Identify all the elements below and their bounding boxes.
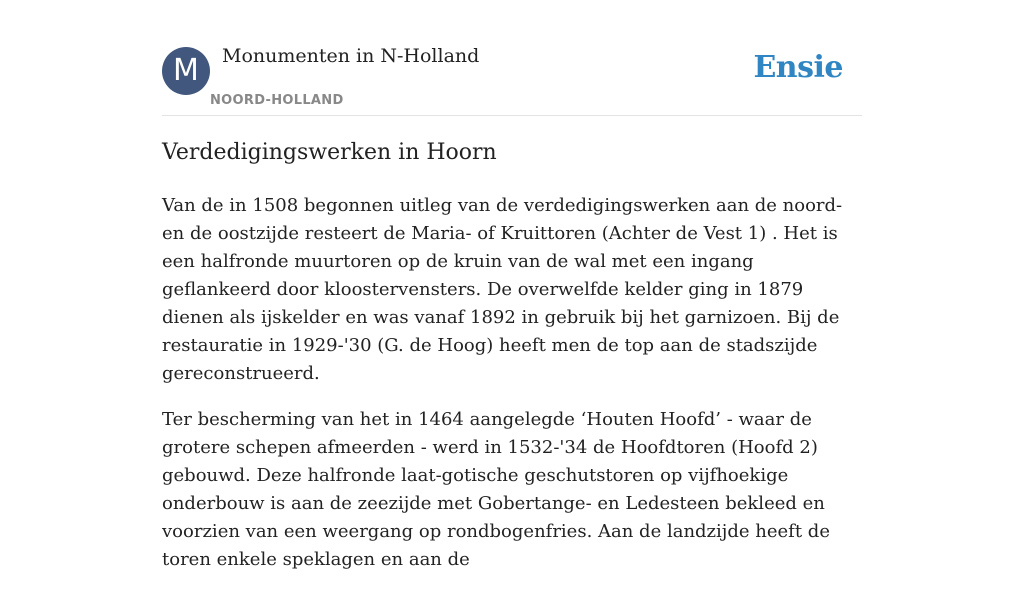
article-body [162,192,862,592]
article-paragraph: Van de in 1508 begonnen uitleg van de verdedigingswerken aan de noord- en de oostzijde resteert de Maria- of Kruittoren (Achter de Vest 1) . Het is een halfronde muurtoren op de kruin van de wal met een ingang geflankeerd door kloostervensters. De overwelfde kelder ging in 1879 dienen als ijskelder en was vanaf 1892 in gebruik bij het garnizoen. Bij de restauratie in 1929-'30 (G. de Hoog) heeft men de top aan de stadszijde gereconstrueerd. [162,195,843,384]
avatar[interactable]: M [162,47,210,95]
article-paragraph: Ter bescherming van het in 1464 aangelegde ‘Houten Hoofd’ - waar de grotere schepen afmeerden - werd in 1532-'34 de Hoofdtoren (Hoofd 2) gebouwd. Deze halfronde laat-gotische geschutstoren op vijfhoekige onderbouw is aan de zeezijde met Gobertange- en Ledesteen bekleed en voorzien van een weergang op rondbogenfries. Aan de landzijde heeft de toren enkele speklagen en aan de [162,409,830,570]
article-title: Verdedigingswerken in Hoorn [162,140,497,165]
site-title-link[interactable]: Monumenten in N-Holland [222,45,480,67]
site-category-link[interactable]: NOORD-HOLLAND [210,93,344,108]
content-container [162,0,862,570]
brand-logo[interactable]: Ensie [753,50,843,85]
header [162,0,862,116]
